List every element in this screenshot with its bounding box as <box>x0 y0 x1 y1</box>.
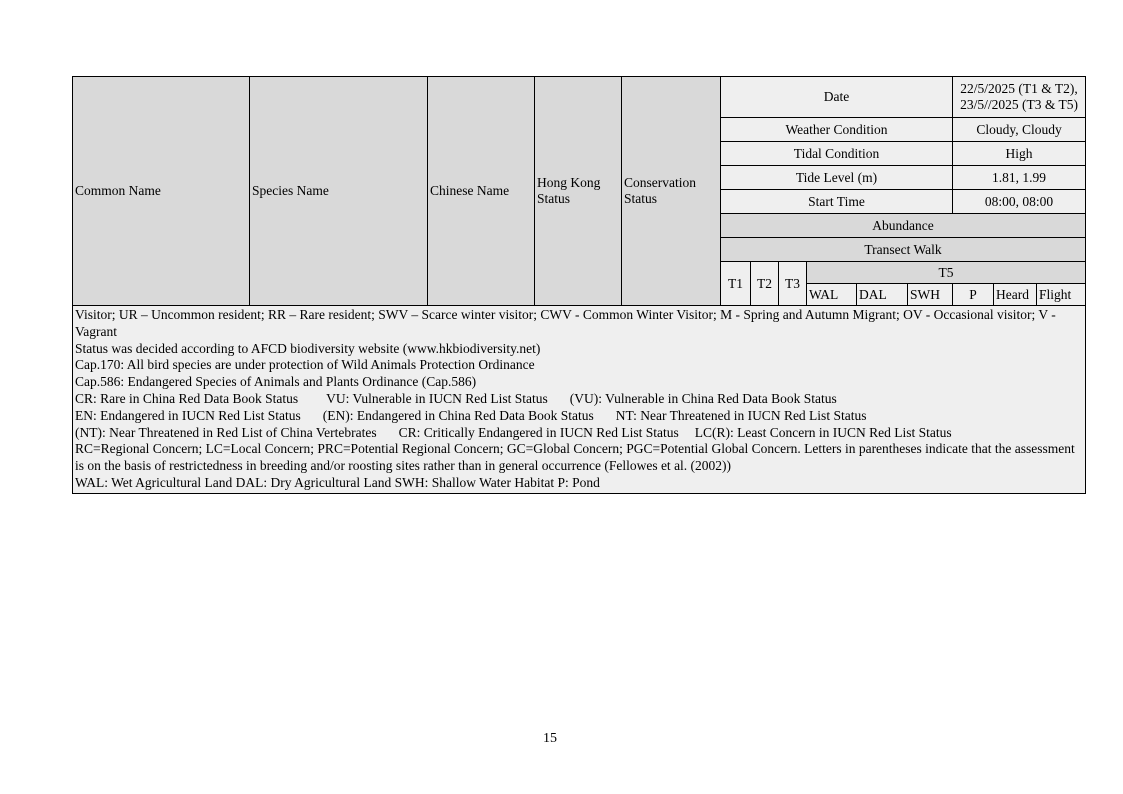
note-en-iucn: EN: Endangered in IUCN Red List Status <box>75 407 301 423</box>
weather-condition-value: Cloudy, Cloudy <box>953 118 1086 142</box>
t5-col-flight: Flight <box>1037 284 1086 306</box>
t5-col-wal: WAL <box>807 284 857 306</box>
note-line-cr-vu <box>75 391 1083 408</box>
tidal-condition-label: Tidal Condition <box>721 142 953 166</box>
legend-notes <box>73 306 1086 494</box>
note-nt-iucn: NT: Near Threatened in IUCN Red List Status <box>615 407 867 423</box>
note-line-en-nt <box>75 408 1083 425</box>
header-conservation-status: Conservation Status <box>622 77 721 306</box>
note-cap170: Cap.170: All bird species are under protection of Wild Animals Protection Ordinance <box>75 357 535 373</box>
note-cap586: Cap.586: Endangered Species of Animals and Plants Ordinance (Cap.586) <box>75 374 477 390</box>
note-habitat-codes: WAL: Wet Agricultural Land DAL: Dry Agricultural Land SWH: Shallow Water Habitat P: Pond <box>75 474 600 490</box>
t5-col-swh: SWH <box>908 284 953 306</box>
header-species-name: Species Name <box>250 77 428 306</box>
note-afcd-source: Status was decided according to AFCD biodiversity website (www.hkbiodiversity.net) <box>75 340 541 356</box>
note-nt-china: (NT): Near Threatened in Red List of China Vertebrates <box>75 424 377 440</box>
note-line-nt-cr-lc <box>75 425 1083 442</box>
date-label: Date <box>721 77 953 118</box>
abundance-label: Abundance <box>721 214 1086 238</box>
date-value <box>953 77 1086 118</box>
note-status-codes: Visitor; UR – Uncommon resident; RR – Rare resident; SWV – Scarce winter visitor; CWV - Common Winter Visitor; M - Spring and Autumn Migrant; OV - Occasional visitor; V - Vagrant <box>75 307 1056 339</box>
note-vu-china: (VU): Vulnerable in China Red Data Book Status <box>569 390 837 406</box>
tide-level-value: 1.81, 1.99 <box>953 166 1086 190</box>
transect-t2: T2 <box>751 262 779 306</box>
transect-t5: T5 <box>807 262 1086 284</box>
weather-condition-label: Weather Condition <box>721 118 953 142</box>
header-common-name: Common Name <box>73 77 250 306</box>
date-value-line1: 22/5/2025 (T1 & T2), <box>960 81 1078 96</box>
tidal-condition-value: High <box>953 142 1086 166</box>
note-cr-rare: CR: Rare in China Red Data Book Status <box>75 390 299 406</box>
start-time-label: Start Time <box>721 190 953 214</box>
t5-col-dal: DAL <box>857 284 908 306</box>
note-en-china: (EN): Endangered in China Red Data Book Status <box>322 407 594 423</box>
transect-t1: T1 <box>721 262 751 306</box>
tide-level-label: Tide Level (m) <box>721 166 953 190</box>
note-concern-codes: RC=Regional Concern; LC=Local Concern; PRC=Potential Regional Concern; GC=Global Concern; PGC=Potential Global Concern. Letters in parentheses indicate that the assessment is on the basis of restrictedness in breeding and/or roosting sites rather than in general occurrence (Fellowes et al. (2002)) <box>75 441 1075 474</box>
bird-survey-table <box>72 76 1086 494</box>
page-number: 15 <box>543 731 557 746</box>
transect-t3: T3 <box>779 262 807 306</box>
date-value-line2: 23/5//2025 (T3 & T5) <box>960 97 1078 112</box>
note-lc-iucn: LC(R): Least Concern in IUCN Red List Status <box>694 424 952 440</box>
note-cr-iucn: CR: Critically Endangered in IUCN Red List Status <box>398 424 679 440</box>
t5-col-heard: Heard <box>994 284 1037 306</box>
t5-col-p: P <box>953 284 994 306</box>
header-hong-kong-status: Hong Kong Status <box>535 77 622 306</box>
note-vu-iucn: VU: Vulnerable in IUCN Red List Status <box>326 390 548 406</box>
header-chinese-name: Chinese Name <box>428 77 535 306</box>
transect-walk-label: Transect Walk <box>721 238 1086 262</box>
start-time-value: 08:00, 08:00 <box>953 190 1086 214</box>
